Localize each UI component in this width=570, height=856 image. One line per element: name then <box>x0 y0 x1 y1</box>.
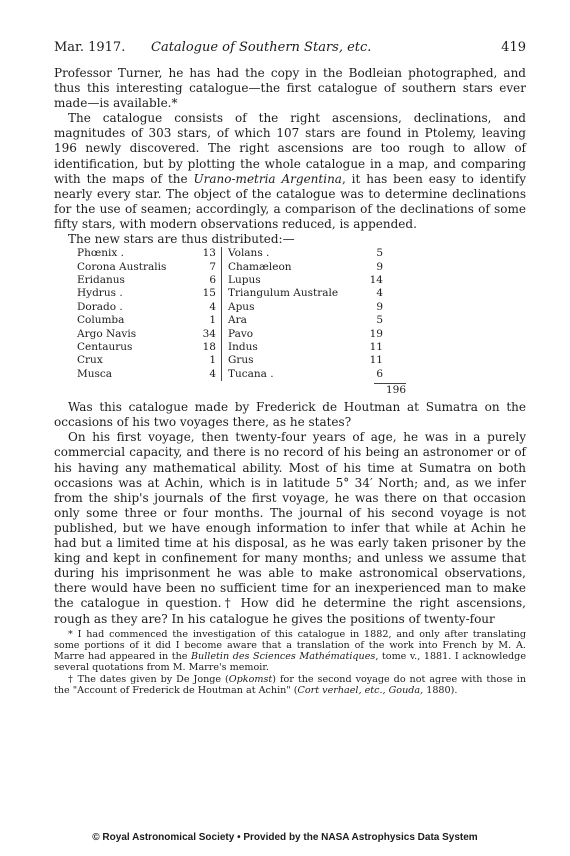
constellation-name: Grus <box>228 354 254 367</box>
table-row <box>77 368 383 381</box>
star-count: 11 <box>369 354 383 367</box>
star-count: 6 <box>376 367 383 380</box>
footnote-2: † The dates given by De Jonge (Opkomst) for the second voyage do not agree with those in the "Account of Frederick de Houtman at Achin" (Cort verhael, etc., Gouda, 1880). <box>54 673 526 697</box>
header-title: Catalogue of Southern Stars, etc. <box>151 40 372 55</box>
star-total: 196 <box>385 384 406 397</box>
journal-page <box>54 40 526 696</box>
star-count: 1 <box>191 314 222 327</box>
star-count: 1 <box>191 354 222 367</box>
header-date: Mar. 1917. <box>54 40 126 55</box>
constellation-name: Crux <box>77 354 103 367</box>
constellation-name: Volans . <box>228 247 270 260</box>
constellation-name: Chamæleon <box>228 260 292 273</box>
table-row <box>77 328 383 341</box>
running-header <box>54 40 526 66</box>
star-count: 5 <box>376 314 383 327</box>
constellation-name: Corona Australis <box>77 260 167 273</box>
constellation-name: Columba <box>77 314 125 327</box>
star-count: 4 <box>376 287 383 300</box>
table-row <box>77 341 383 354</box>
constellation-name: Lupus <box>228 273 261 286</box>
paragraph-5: On his first voyage, then twenty-four years of age, he was in a purely commercial capacity, and there is no record of his being an astronomer or of his having any mathematical ability. Most of his time at Sumatra on both occasions was at Achin, which is in latitude 5° 34′ North; and, as we infer from the ship's journals of the first voyage, he was there on that occasion only some three or four months. The journal of his second voyage is not published, but we have enough information to infer that while at Achin he had but a limited time at his disposal, as he was early taken prisoner by the king and kept in confinement for many months; and unless we assume that during his imprisonment he was able to make astronomical observations, there would have been no sufficient time for an inexperienced man to make the catalogue in question.† How did he determine the right ascensions, rough as they are? In his catalogue he gives the positions of twenty-four <box>54 430 526 626</box>
star-distribution-table <box>77 247 383 381</box>
table-row <box>77 261 383 274</box>
constellation-name: Phœnix . <box>77 247 124 260</box>
footnote-1: * I had commenced the investigation of this catalogue in 1882, and only after translating some portions of it did I become aware that a translation of the work into French by M. A. Marre had appeared in the Bulletin des Sciences Mathématiques, tome v., 1881. I acknowledge several quotations from M. Marre's memoir. <box>54 628 526 674</box>
table-row <box>77 354 383 367</box>
constellation-name: Eridanus <box>77 273 125 286</box>
star-count: 6 <box>191 274 222 287</box>
star-count: 13 <box>191 247 222 260</box>
constellation-name: Apus <box>228 300 255 313</box>
star-count: 11 <box>369 340 383 353</box>
star-count: 4 <box>191 301 222 314</box>
star-count: 19 <box>369 327 383 340</box>
constellation-name: Dorado . <box>77 300 123 313</box>
table-row <box>77 247 383 260</box>
constellation-name: Pavo <box>228 327 254 340</box>
constellation-name: Ara <box>228 314 247 327</box>
copyright-footer: © Royal Astronomical Society • Provided by the NASA Astrophysics Data System <box>92 832 478 843</box>
star-count: 18 <box>191 341 222 354</box>
star-count: 7 <box>191 261 222 274</box>
paragraph-4: Was this catalogue made by Frederick de Houtman at Sumatra on the occasions of his two voyages there, as he states? <box>54 400 526 430</box>
star-count: 14 <box>369 273 383 286</box>
constellation-name: Argo Navis <box>77 327 137 340</box>
paragraph-3: The new stars are thus distributed:— <box>68 232 295 247</box>
constellation-name: Hydrus . <box>77 287 123 300</box>
star-count: 34 <box>191 328 222 341</box>
constellation-name: Indus <box>228 340 258 353</box>
table-row <box>77 287 383 300</box>
constellation-name: Musca <box>77 367 113 380</box>
table-row <box>77 314 383 327</box>
star-count: 4 <box>191 368 222 381</box>
paragraph-2: The catalogue consists of the right ascensions, declinations, and magnitudes of 303 stars, of which 107 stars are found in Ptolemy, leaving 196 newly discovered. The right ascensions are too rough to allow of identification, but by plotting the whole catalogue in a map, and comparing with the maps of the Urano-metria Argentina, it has been easy to identify nearly every star. The object of the catalogue was to determine declinations for the use of seamen; accordingly, a comparison of the declinations of some fifty stars, with modern observations reduced, is appended. <box>54 111 526 231</box>
constellation-name: Tucana . <box>228 367 274 380</box>
page-number: 419 <box>501 40 526 55</box>
star-count: 9 <box>376 300 383 313</box>
constellation-name: Triangulum Australe <box>228 287 339 300</box>
constellation-name: Centaurus <box>77 340 133 353</box>
star-count: 5 <box>376 247 383 260</box>
table-row <box>77 274 383 287</box>
star-count: 9 <box>376 260 383 273</box>
table-row <box>77 301 383 314</box>
star-count: 15 <box>191 287 222 300</box>
paragraph-1: Professor Turner, he has had the copy in the Bodleian photographed, and thus this interesting catalogue—the first catalogue of southern stars ever made—is available.* <box>54 66 526 111</box>
